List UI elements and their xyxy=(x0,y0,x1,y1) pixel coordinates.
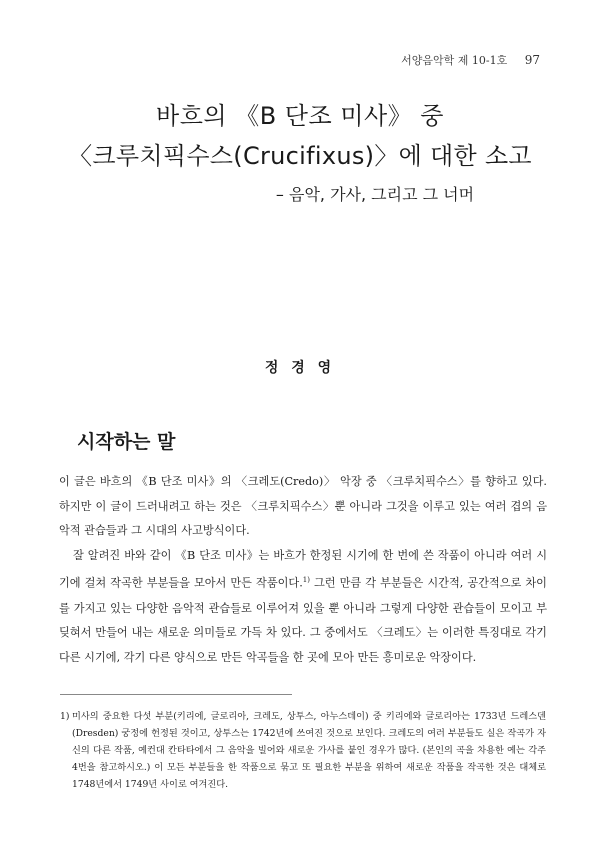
running-header xyxy=(401,52,540,68)
page-number: 97 xyxy=(524,53,540,67)
title-line-2: 〈크루치픽수스(Crucifixus)〉에 대한 소고 xyxy=(68,142,532,170)
footnote-text: 미사의 중요한 다섯 부분(키리에, 글로리아, 크레도, 상투스, 아누스데이) 중 키리에와 글로리아는 1733년 드레스덴(Dresden) 궁정에 헌정된 것이고, 상투스는 1742년에 쓰여진 것으로 보인다. 크레도의 여러 부분들도 실은 작곡가 자신의 다른 작품, 예컨대 칸타타에서 그 음악을 빌어와 새로운 가사를 붙인 경우가 많다. (본인의 곡을 차용한 예는 각주 4번을 참고하시오.) 이 모든 부분들을 한 작품으로 묶고 또 필요한 부분을 위하여 새로운 작품을 작곡한 것은 대체로 1748년에서 1749년 사이로 여겨진다. xyxy=(72,711,546,790)
paragraph-2 xyxy=(59,544,547,671)
footnote-divider xyxy=(60,694,292,695)
title-block xyxy=(0,96,600,210)
footnote xyxy=(60,708,546,793)
section-heading: 시작하는 말 xyxy=(77,431,176,453)
title-line-1: 바흐의 《B 단조 미사》 중 xyxy=(156,102,444,130)
body-text xyxy=(59,470,547,670)
journal-name: 서양음악학 제 10-1호 xyxy=(401,54,508,67)
author-name: 정 경 영 xyxy=(264,360,336,376)
footnote-reference[interactable]: 1) xyxy=(302,576,310,585)
paragraph-2-part-2: 그런 만큼 각 부분들은 시간적, 공간적으로 차이를 가지고 있는 다양한 음악적 관습들로 이루어져 있을 뿐 아니라 그렇게 다양한 관습들이 모이고 부딪혀서 만들어 내는 새로운 의미들로 가득 차 있다. 그 중에서도 〈크레도〉는 이러한 특징대로 각기 다른 시기에, 각기 다른 양식으로 만든 악곡들을 한 곳에 모아 만든 흥미로운 악장이다. xyxy=(59,577,547,664)
paragraph-2-part-1: 잘 알려진 바와 같이 《B 단조 미사》는 바흐가 한정된 시기에 한 번에 쓴 작품이 아니라 여러 시기에 걸쳐 작곡한 부분들을 모아서 만든 작품이다. xyxy=(59,548,547,591)
subtitle: – 음악, 가사, 그리고 그 너머 xyxy=(275,185,475,204)
footnote-mark: 1) xyxy=(60,711,70,722)
paragraph-1: 이 글은 바흐의 《B 단조 미사》의 〈크레도(Credo)〉 악장 중 〈크루치픽수스〉를 향하고 있다. 하지만 이 글이 드러내려고 하는 것은 〈크루치픽수스〉뿐 아니라 그것을 이루고 있는 여러 겹의 음악적 관습들과 그 시대의 사고방식이다. xyxy=(59,475,547,538)
